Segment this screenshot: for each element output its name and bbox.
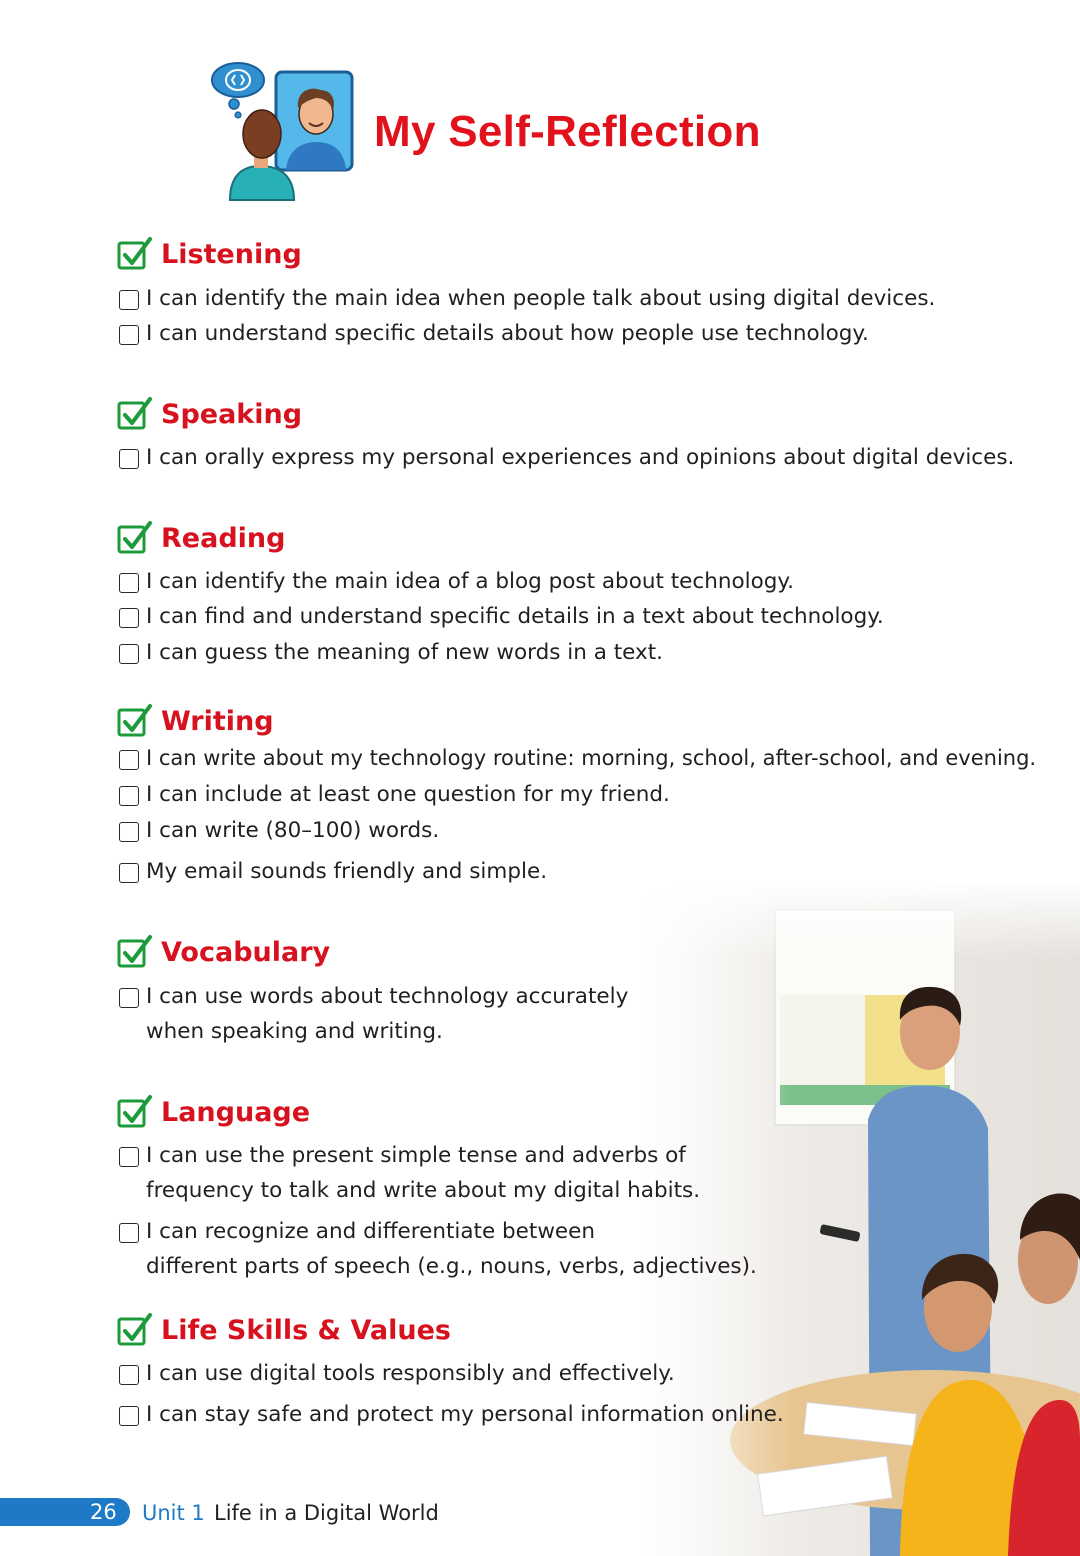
section-heading-text: Language xyxy=(161,1096,311,1128)
checklist-item-text: I can include at least one question for my friend. xyxy=(146,782,670,807)
section-heading-vocabulary xyxy=(117,934,330,970)
checkbox[interactable] xyxy=(119,1365,139,1385)
self-reflection-icon xyxy=(208,62,356,202)
mirror-frame-icon xyxy=(276,72,352,170)
checklist-item-text: I can stay safe and protect my personal information online. xyxy=(146,1402,784,1427)
checklist-item[interactable] xyxy=(119,746,1036,776)
checklist-item[interactable] xyxy=(119,859,547,889)
checklist-item[interactable] xyxy=(119,984,628,1049)
checkmark-box-icon xyxy=(117,934,153,970)
checkbox[interactable] xyxy=(119,449,139,469)
checkbox[interactable] xyxy=(119,988,139,1008)
checklist-item-text: I can find and understand specific details in a text about technology. xyxy=(146,604,884,629)
section-heading-language xyxy=(117,1094,310,1130)
checkbox[interactable] xyxy=(119,786,139,806)
checkmark-box-icon xyxy=(117,1094,153,1130)
section-heading-text: Writing xyxy=(161,705,274,737)
checkmark-box-icon xyxy=(117,396,153,432)
checklist-item[interactable] xyxy=(119,1361,675,1391)
checkmark-box-icon xyxy=(117,236,153,272)
page-number: 26 xyxy=(90,1500,117,1524)
checkbox[interactable] xyxy=(119,1406,139,1426)
checkbox[interactable] xyxy=(119,290,139,310)
checklist-item-text: I can orally express my personal experiences and opinions about digital devices. xyxy=(146,445,1015,470)
unit-title: Life in a Digital World xyxy=(214,1501,439,1525)
page-title: My Self-Reflection xyxy=(374,107,761,156)
section-heading-life-skills xyxy=(117,1312,451,1348)
checklist-item-text: I can use digital tools responsibly and effectively. xyxy=(146,1361,675,1386)
checkmark-box-icon xyxy=(117,703,153,739)
checklist-item-text: I can write about my technology routine: morning, school, after-school, and evening. xyxy=(146,746,1037,770)
checkbox[interactable] xyxy=(119,863,139,883)
checkbox[interactable] xyxy=(119,325,139,345)
checklist-item[interactable] xyxy=(119,782,670,812)
checkmark-box-icon xyxy=(117,520,153,556)
checkmark-box-icon xyxy=(117,1312,153,1348)
section-heading-text: Life Skills & Values xyxy=(161,1314,451,1346)
section-heading-writing xyxy=(117,703,274,739)
unit-label: Unit 1 xyxy=(142,1501,205,1525)
checklist-item-text: I can use words about technology accurately when speaking and writing. xyxy=(146,984,629,1044)
checklist-item-text: I can write (80–100) words. xyxy=(146,818,440,843)
checklist-item[interactable] xyxy=(119,1402,784,1432)
checklist-item[interactable] xyxy=(119,286,935,316)
checkbox[interactable] xyxy=(119,573,139,593)
section-heading-listening xyxy=(117,236,302,272)
checklist-item[interactable] xyxy=(119,569,794,599)
section-heading-text: Speaking xyxy=(161,398,303,430)
checklist-item[interactable] xyxy=(119,1143,700,1208)
checkbox[interactable] xyxy=(119,750,139,770)
section-heading-speaking xyxy=(117,396,302,432)
checklist-item-text: I can identify the main idea of a blog post about technology. xyxy=(146,569,794,594)
checklist-item[interactable] xyxy=(119,321,869,351)
checklist-item-text: I can understand specific details about how people use technology. xyxy=(146,321,869,346)
checklist-item[interactable] xyxy=(119,604,884,634)
checkbox[interactable] xyxy=(119,1223,139,1243)
checklist-item-text: My email sounds friendly and simple. xyxy=(146,859,548,884)
checklist-item-text: I can recognize and differentiate between different parts of speech (e.g., nouns, verbs, adjectives). xyxy=(146,1219,757,1279)
checklist-item[interactable] xyxy=(119,818,439,848)
section-heading-text: Vocabulary xyxy=(161,936,331,968)
section-heading-reading xyxy=(117,520,285,556)
checklist-item-text: I can identify the main idea when people talk about using digital devices. xyxy=(146,286,936,311)
checkbox[interactable] xyxy=(119,1147,139,1167)
checkbox[interactable] xyxy=(119,822,139,842)
checklist-item[interactable] xyxy=(119,1219,757,1284)
checkbox[interactable] xyxy=(119,644,139,664)
checklist-item[interactable] xyxy=(119,445,1014,475)
section-heading-text: Listening xyxy=(161,238,302,270)
checkbox[interactable] xyxy=(119,608,139,628)
section-heading-text: Reading xyxy=(161,522,286,554)
checklist-item[interactable] xyxy=(119,640,663,670)
checklist-item-text: I can guess the meaning of new words in a text. xyxy=(146,640,663,665)
checklist-item-text: I can use the present simple tense and adverbs of frequency to talk and write about my digital habits. xyxy=(146,1143,701,1203)
thought-bubble-icon xyxy=(212,63,264,118)
